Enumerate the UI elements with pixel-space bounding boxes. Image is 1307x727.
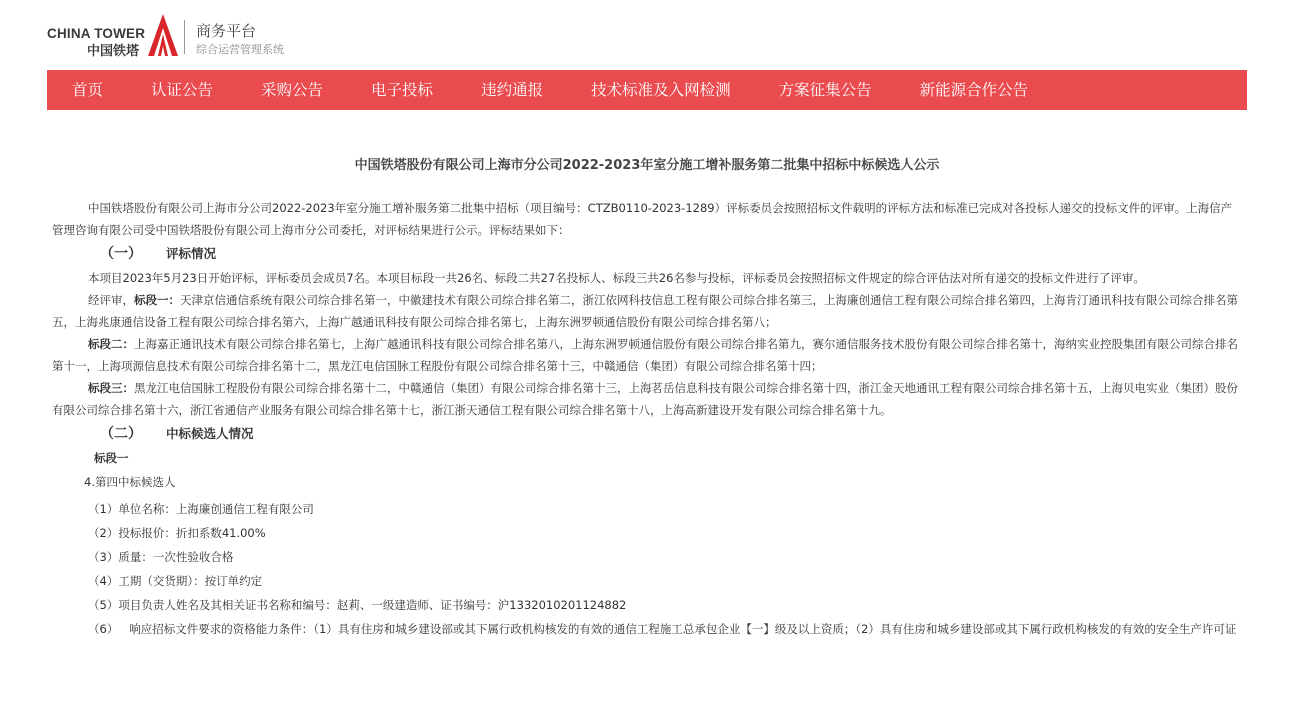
nav-tech-standards[interactable]: 技术标准及入网检测 — [591, 81, 731, 99]
lot1-label: 标段一： — [134, 293, 180, 307]
candidate-title: 4.第四中标候选人 — [84, 475, 176, 489]
candidate-item: （5）项目负责人姓名及其相关证书名称和编号：赵莉、一级建造师、证书编号：沪1332010201124882 — [88, 598, 627, 612]
china-tower-logo[interactable] — [47, 12, 179, 59]
section-number: （二） — [100, 426, 142, 442]
document-title: 中国铁塔股份有限公司上海市分公司2022-2023年室分施工增补服务第二批集中招标中标候选人公示 — [354, 158, 940, 173]
lot3-text: 黑龙江电信国脉工程股份有限公司综合排名第十二，中赣通信（集团）有限公司综合排名第十三，上海茗岳信息科技有限公司综合排名第十四，浙江金天地通讯工程有限公司综合排名第十五，上海贝电实业（集团）股份有限公司综合排名第十六，浙江省通信产业服务有限公司综合排名第十七，浙江浙天通信工程有限公司综合排名第十八，上海高新建设开发有限公司综合排名第十九。 — [52, 381, 1238, 417]
intro-paragraph: 中国铁塔股份有限公司上海市分公司2022-2023年室分施工增补服务第二批集中招标（项目编号：CTZB0110-2023-1289）评标委员会按照招标文件载明的评标方法和标准已完成对各投标人递交的投标文件的评审。上海信产管理咨询有限公司受中国铁塔股份有限公司上海市分公司委托，对评标结果进行公示。评标结果如下： — [52, 201, 1233, 237]
header-divider — [184, 20, 185, 54]
nav-new-energy[interactable]: 新能源合作公告 — [919, 81, 1029, 99]
lot2-label: 标段二： — [88, 337, 134, 351]
lot3-label: 标段三： — [88, 381, 134, 395]
lot3-result — [52, 377, 1242, 421]
lot2-result — [52, 333, 1242, 377]
section-title: 中标候选人情况 — [166, 426, 254, 441]
main-nav — [47, 70, 1247, 110]
nav-solution-call[interactable]: 方案征集公告 — [778, 81, 872, 99]
lot1-text: 天津京信通信系统有限公司综合排名第一，中徽建技术有限公司综合排名第二，浙江依网科技信息工程有限公司综合排名第三，上海廉创通信工程有限公司综合排名第四，上海肯汀通讯科技有限公司综合排名第五，上海兆康通信设备工程有限公司综合排名第六，上海广越通讯科技有限公司综合排名第七，上海东洲罗顿通信股份有限公司综合排名第八； — [52, 293, 1238, 329]
evaluation-lead: 经评审， — [88, 293, 134, 307]
logo-text-en: CHINA TOWER — [47, 26, 146, 41]
candidate-item: （4）工期（交货期）：按订单约定 — [88, 574, 263, 588]
logo-text-cn: 中国铁塔 — [87, 44, 140, 59]
document-body — [52, 155, 1242, 641]
tower-logo-icon — [148, 14, 178, 56]
section-heading-evaluation — [100, 241, 1242, 267]
item6-text: 响应招标文件要求的资格能力条件：（1）具有住房和城乡建设部或其下属行政机构核发的有效的通信工程施工总承包企业【一】级及以上资质；（2）具有住房和城乡建设部或其下属行政机构核发的有效的安全生产许可证 — [129, 622, 1237, 636]
site-title: 商务平台 — [196, 22, 257, 40]
nav-certification-notice[interactable]: 认证公告 — [151, 81, 214, 99]
evaluation-intro: 本项目2023年5月23日开始评标，评标委员会成员7名。本项目标段一共26名、标段二共27名投标人、标段三共26名参与投标，评标委员会按照招标文件规定的综合评估法对所有递交的投标文件进行了评审。 — [88, 271, 1145, 285]
item6-number: （6） — [88, 622, 119, 636]
section-number: （一） — [100, 246, 142, 262]
section-heading-candidates — [100, 421, 1242, 447]
candidate-qualification — [52, 617, 1242, 641]
nav-violation-report[interactable]: 违约通报 — [481, 81, 544, 99]
candidate-item: （3）质量：一次性验收合格 — [88, 550, 234, 564]
candidate-item: （1）单位名称：上海廉创通信工程有限公司 — [88, 502, 314, 516]
lot1-result — [52, 289, 1242, 333]
section-title: 评标情况 — [166, 246, 217, 261]
nav-procurement-notice[interactable]: 采购公告 — [261, 81, 324, 99]
lot-heading: 标段一 — [94, 451, 129, 465]
site-header — [47, 12, 547, 60]
nav-home[interactable]: 首页 — [72, 81, 104, 99]
nav-e-bidding[interactable]: 电子投标 — [371, 81, 434, 99]
candidate-item: （2）投标报价：折扣系数41.00% — [88, 526, 266, 540]
site-subtitle: 综合运营管理系统 — [196, 43, 284, 56]
lot2-text: 上海嘉正通讯技术有限公司综合排名第七，上海广越通讯科技有限公司综合排名第八，上海东洲罗顿通信股份有限公司综合排名第九，赛尔通信服务技术股份有限公司综合排名第十，海纳实业控股集团有限公司综合排名第十一，上海项源信息技术有限公司综合排名第十二，黑龙江电信国脉工程股份有限公司综合排名第十三，中赣通信（集团）有限公司综合排名第十四； — [52, 337, 1238, 373]
